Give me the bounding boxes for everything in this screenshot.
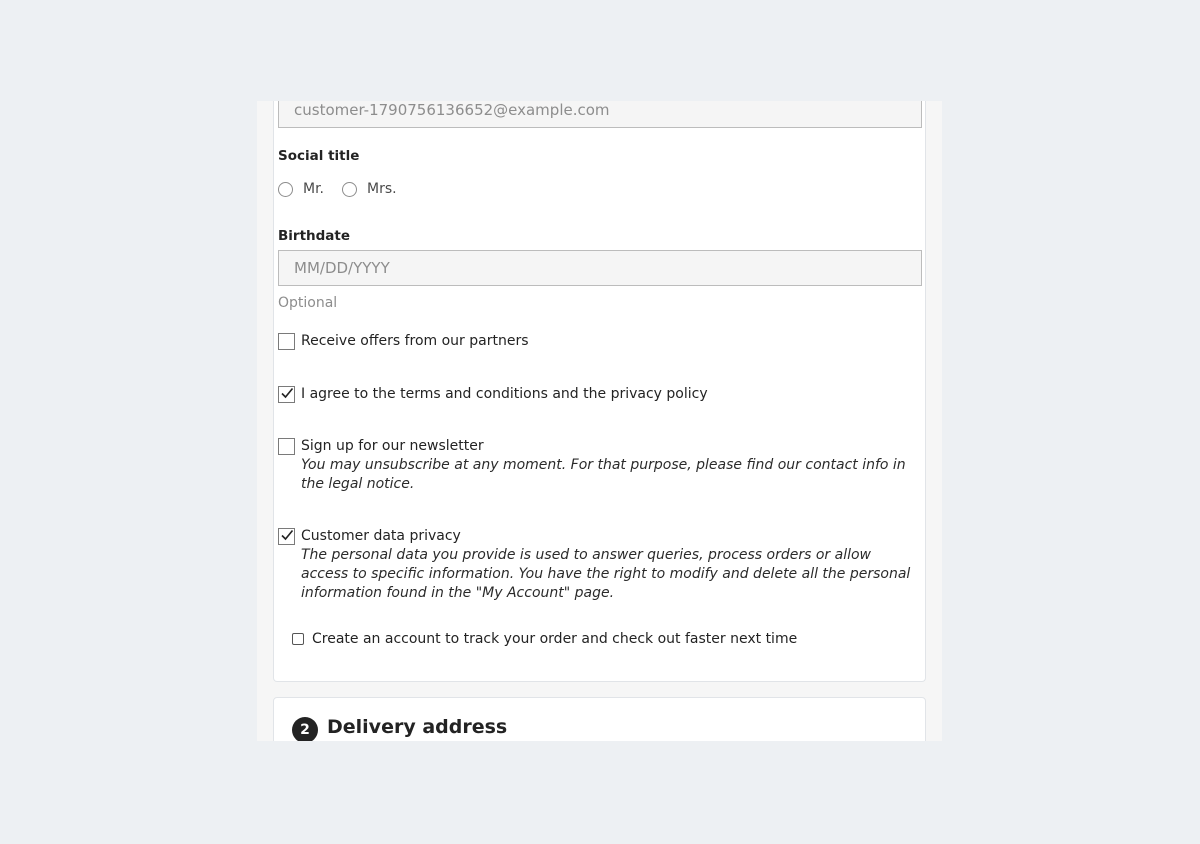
step-number-badge: 2	[292, 717, 318, 741]
radio-mrs-label: Mrs.	[367, 181, 397, 197]
social-title-label: Social title	[278, 148, 360, 164]
birthdate-optional-hint: Optional	[278, 295, 338, 311]
partner-offers-checkbox-row[interactable]	[278, 332, 922, 351]
data-privacy-checkbox-row[interactable]	[278, 527, 922, 603]
birthdate-label: Birthdate	[278, 228, 351, 244]
data-privacy-label: Customer data privacy	[301, 528, 461, 544]
partner-offers-label: Receive offers from our partners	[301, 333, 529, 349]
checkmark-icon	[280, 528, 294, 542]
radio-mr[interactable]	[278, 181, 324, 197]
personal-information-card	[273, 101, 926, 682]
terms-checkbox-row[interactable]	[278, 385, 922, 404]
checkout-viewport	[257, 101, 942, 741]
birthdate-field[interactable]	[278, 250, 922, 286]
newsletter-checkbox-row[interactable]	[278, 437, 922, 494]
radio-mr-label: Mr.	[303, 181, 324, 197]
data-privacy-description: The personal data you provide is used to answer queries, process orders or allow access to specific information. You have the right to modify and delete all the personal information found in the "My Account" page.	[301, 547, 911, 601]
create-account-checkbox-row[interactable]	[292, 631, 797, 647]
newsletter-description: You may unsubscribe at any moment. For that purpose, please find our contact info in the legal notice.	[301, 457, 906, 492]
partner-offers-checkbox[interactable]	[278, 333, 295, 350]
checkmark-icon	[280, 386, 294, 400]
create-account-checkbox[interactable]	[292, 633, 304, 645]
radio-circle-icon[interactable]	[278, 182, 293, 197]
terms-label: I agree to the terms and conditions and the privacy policy	[301, 386, 708, 402]
create-account-label: Create an account to track your order and check out faster next time	[312, 631, 798, 647]
newsletter-label: Sign up for our newsletter	[301, 438, 484, 454]
delivery-address-step[interactable]	[273, 697, 926, 741]
email-field[interactable]	[278, 101, 922, 128]
data-privacy-checkbox[interactable]	[278, 528, 295, 545]
radio-mrs[interactable]	[342, 181, 397, 197]
radio-circle-icon[interactable]	[342, 182, 357, 197]
social-title-radio-group	[278, 181, 415, 197]
terms-checkbox[interactable]	[278, 386, 295, 403]
step-title: Delivery address	[327, 716, 508, 738]
newsletter-checkbox[interactable]	[278, 438, 295, 455]
